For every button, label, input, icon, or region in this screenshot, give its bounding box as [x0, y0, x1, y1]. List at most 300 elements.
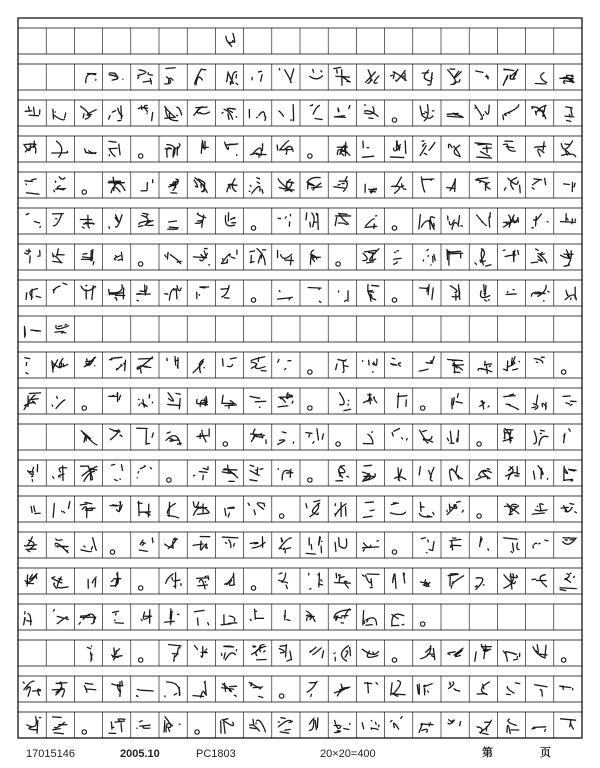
handwritten-glyph: [252, 71, 262, 81]
handwritten-glyph: [108, 177, 125, 193]
handwritten-glyph: [306, 213, 318, 229]
handwritten-glyph: [24, 141, 36, 153]
handwritten-glyph: [194, 646, 207, 658]
handwritten-glyph: [52, 682, 67, 697]
handwritten-glyph: [197, 396, 208, 406]
handwritten-glyph: [55, 324, 69, 333]
grid-row: [18, 172, 582, 198]
handwritten-glyph: [532, 214, 548, 228]
handwritten-glyph: [277, 141, 293, 155]
handwritten-glyph: [534, 357, 544, 363]
footer-grid-size: 20×20=400: [320, 748, 376, 760]
handwritten-glyph: [167, 357, 178, 369]
handwritten-glyph: [420, 502, 434, 517]
handwritten-glyph: [504, 178, 520, 193]
punctuation-mark: [420, 406, 424, 410]
punctuation-mark: [336, 442, 340, 446]
handwritten-glyph: [532, 504, 547, 515]
grid-row: [18, 712, 582, 738]
handwritten-glyph: [110, 502, 122, 512]
handwritten-glyph: [201, 141, 208, 154]
handwritten-glyph: [80, 502, 95, 517]
grid-row: [18, 424, 582, 450]
handwritten-glyph: [308, 288, 321, 303]
handwritten-glyph: [450, 538, 461, 550]
handwritten-glyph: [503, 429, 513, 443]
handwritten-glyph: [362, 720, 379, 729]
handwritten-glyph: [278, 469, 293, 480]
handwritten-glyph: [560, 573, 576, 590]
handwritten-glyph: [391, 681, 405, 696]
handwritten-glyph: [109, 285, 125, 301]
grid-row: [18, 640, 582, 666]
handwritten-glyph: [277, 291, 292, 300]
handwritten-glyph: [80, 466, 96, 481]
handwritten-glyph: [532, 575, 547, 587]
handwritten-glyph: [141, 180, 153, 191]
grid-row: [18, 136, 582, 162]
handwritten-glyph: [448, 216, 463, 230]
grid-row: [18, 388, 582, 414]
handwritten-glyph: [251, 357, 266, 371]
handwritten-glyph: [503, 651, 519, 661]
handwritten-glyph: [475, 578, 484, 590]
handwritten-glyph: [477, 213, 491, 227]
handwritten-glyph: [392, 177, 406, 193]
handwritten-glyph: [278, 250, 294, 264]
punctuation-mark: [251, 298, 255, 302]
punctuation-mark: [561, 370, 565, 374]
handwritten-glyph: [363, 249, 379, 263]
handwritten-glyph: [221, 719, 234, 734]
handwritten-glyph: [394, 251, 402, 265]
handwritten-glyph: [167, 502, 178, 517]
handwritten-glyph: [480, 285, 489, 301]
handwritten-glyph: [166, 432, 181, 445]
handwritten-glyph: [24, 326, 40, 337]
handwritten-glyph: [193, 467, 208, 480]
handwritten-glyph: [532, 395, 546, 409]
grid-row: [18, 676, 582, 702]
handwritten-glyph: [137, 689, 154, 696]
handwritten-glyph: [452, 394, 462, 409]
handwritten-glyph: [420, 105, 434, 121]
handwritten-glyph: [81, 250, 93, 265]
handwritten-glyph: [24, 612, 32, 625]
grid-row: [18, 460, 582, 486]
punctuation-mark: [279, 694, 283, 698]
handwritten-glyph: [564, 183, 576, 192]
handwritten-glyph: [419, 357, 434, 372]
handwritten-glyph: [420, 141, 435, 156]
handwritten-glyph: [421, 538, 434, 553]
handwritten-glyph: [221, 286, 229, 299]
handwritten-glyph: [306, 500, 320, 516]
punctuation-mark: [477, 442, 481, 446]
punctuation-mark: [308, 406, 312, 410]
punctuation-mark: [138, 154, 142, 158]
handwritten-glyph: [138, 395, 152, 407]
handwritten-glyph: [165, 286, 181, 300]
handwritten-glyph: [111, 464, 122, 480]
handwritten-glyph: [139, 538, 153, 551]
handwritten-glyph: [197, 429, 209, 442]
handwritten-glyph: [362, 574, 379, 588]
handwritten-glyph: [165, 609, 179, 624]
handwritten-glyph: [278, 393, 293, 407]
handwritten-glyph: [336, 360, 348, 373]
handwritten-glyph: [279, 573, 288, 589]
handwritten-glyph: [450, 285, 460, 300]
footer-code: 17015146: [26, 748, 75, 760]
handwritten-glyph: [450, 466, 463, 481]
handwritten-glyph: [368, 285, 379, 302]
handwritten-glyph: [504, 504, 518, 515]
handwritten-glyph: [334, 67, 350, 85]
handwritten-glyph: [109, 106, 123, 121]
handwritten-glyph: [279, 69, 293, 83]
punctuation-mark: [279, 514, 283, 518]
handwritten-glyph: [165, 538, 178, 549]
handwritten-glyph: [362, 649, 378, 657]
handwritten-glyph: [392, 429, 407, 441]
handwritten-glyph: [448, 574, 463, 588]
handwritten-glyph: [560, 214, 575, 224]
grid-row: [18, 28, 582, 54]
handwritten-glyph: [390, 503, 405, 515]
handwritten-glyph: [165, 68, 175, 84]
handwritten-glyph: [222, 108, 237, 119]
manuscript-grid: [18, 18, 582, 738]
handwritten-glyph: [307, 177, 322, 190]
handwritten-glyph: [480, 537, 489, 550]
handwritten-glyph: [390, 141, 405, 158]
handwritten-glyph: [25, 249, 40, 263]
handwritten-glyph: [112, 648, 122, 660]
handwritten-glyph: [475, 143, 491, 158]
handwritten-glyph: [419, 215, 434, 230]
handwritten-glyph: [195, 213, 205, 227]
handwritten-glyph: [363, 432, 373, 444]
handwritten-glyph: [194, 178, 207, 193]
handwritten-glyph: [335, 213, 351, 225]
handwritten-glyph: [337, 142, 350, 156]
handwritten-glyph: [250, 144, 266, 157]
handwritten-glyph: [137, 466, 151, 478]
handwritten-glyph: [109, 215, 122, 229]
handwritten-glyph: [503, 250, 518, 262]
handwritten-glyph: [563, 396, 576, 405]
handwritten-glyph: [226, 33, 235, 46]
handwritten-glyph: [447, 250, 463, 266]
punctuation-mark: [195, 730, 199, 734]
handwritten-glyph: [447, 179, 456, 191]
handwritten-glyph: [334, 646, 350, 661]
punctuation-mark: [477, 514, 481, 518]
handwritten-glyph: [278, 432, 294, 445]
handwritten-glyph: [448, 648, 463, 656]
handwritten-glyph: [165, 106, 182, 120]
handwritten-glyph: [420, 285, 434, 300]
handwritten-glyph: [53, 610, 68, 624]
punctuation-mark: [392, 298, 396, 302]
handwritten-glyph: [532, 727, 546, 732]
handwritten-glyph: [564, 429, 571, 443]
punctuation-mark: [223, 442, 227, 446]
handwritten-glyph: [25, 107, 40, 116]
handwritten-glyph: [533, 645, 547, 658]
handwritten-glyph: [535, 142, 546, 156]
handwritten-glyph: [310, 70, 323, 79]
handwritten-glyph: [309, 573, 323, 589]
handwritten-glyph: [365, 184, 376, 193]
footer-paper-code: PC1803: [196, 748, 236, 760]
handwritten-glyph: [31, 506, 40, 514]
handwritten-glyph: [197, 287, 209, 299]
handwritten-glyph: [193, 502, 209, 516]
handwritten-glyph: [225, 507, 235, 517]
handwritten-glyph: [365, 682, 378, 692]
handwritten-glyph: [227, 179, 237, 192]
punctuation-mark: [308, 370, 312, 374]
handwritten-glyph: [278, 179, 294, 192]
handwritten-glyph: [565, 287, 576, 300]
handwritten-glyph: [362, 141, 373, 157]
handwritten-glyph: [249, 682, 263, 697]
handwritten-glyph: [250, 396, 266, 407]
punctuation-mark: [138, 586, 142, 590]
handwritten-glyph: [23, 681, 40, 696]
handwritten-glyph: [27, 717, 41, 733]
handwritten-glyph: [168, 221, 179, 229]
handwritten-glyph: [532, 178, 546, 189]
punctuation-mark: [138, 262, 142, 266]
punctuation-mark: [110, 550, 114, 554]
handwritten-glyph: [224, 573, 234, 585]
handwritten-glyph: [391, 71, 407, 82]
handwritten-glyph: [391, 717, 402, 730]
handwritten-glyph: [419, 467, 434, 481]
handwritten-glyph: [560, 686, 573, 690]
handwritten-glyph: [362, 541, 378, 552]
handwritten-glyph: [560, 75, 574, 83]
handwritten-glyph: [279, 645, 291, 662]
handwritten-glyph: [422, 70, 432, 85]
handwritten-glyph: [25, 537, 37, 552]
handwritten-glyph: [112, 681, 123, 696]
handwritten-glyph: [250, 609, 263, 620]
handwritten-glyph: [52, 577, 68, 588]
handwritten-glyph: [197, 576, 209, 589]
handwritten-glyph: [417, 684, 432, 695]
handwritten-glyph: [53, 249, 65, 263]
punctuation-mark: [82, 730, 86, 734]
handwritten-glyph: [137, 285, 151, 301]
handwritten-glyph: [221, 646, 236, 660]
punctuation-mark: [167, 478, 171, 482]
punctuation-mark: [308, 478, 312, 482]
handwritten-glyph: [334, 720, 350, 732]
handwritten-glyph: [334, 609, 351, 623]
handwritten-glyph: [26, 289, 40, 300]
handwritten-glyph: [81, 538, 96, 552]
handwritten-glyph: [193, 537, 210, 551]
handwritten-glyph: [137, 357, 153, 373]
handwritten-glyph: [84, 357, 95, 366]
handwritten-glyph: [227, 72, 238, 85]
handwritten-glyph: [366, 70, 379, 84]
handwritten-glyph: [363, 611, 377, 625]
handwritten-glyph: [195, 69, 206, 85]
handwritten-glyph: [334, 106, 349, 118]
handwritten-glyph: [561, 504, 576, 513]
grid-row: [18, 64, 582, 90]
handwritten-glyph: [109, 393, 121, 402]
punctuation-mark: [138, 658, 142, 662]
grid-row: [18, 244, 582, 270]
handwritten-glyph: [477, 720, 491, 734]
punctuation-mark: [336, 262, 340, 266]
handwritten-glyph: [81, 431, 97, 445]
footer-page-suffix: 页: [540, 747, 551, 759]
handwritten-glyph: [448, 69, 462, 84]
handwritten-glyph: [24, 393, 40, 410]
handwritten-glyph: [561, 719, 576, 729]
handwritten-glyph: [480, 401, 489, 409]
handwritten-glyph: [225, 142, 238, 155]
handwritten-glyph: [338, 291, 348, 302]
handwritten-glyph: [250, 429, 266, 444]
handwritten-glyph: [534, 430, 548, 445]
handwritten-glyph: [222, 537, 238, 547]
grid-row: [18, 280, 582, 306]
handwritten-glyph: [475, 249, 491, 266]
handwritten-glyph: [504, 538, 519, 553]
handwritten-glyph: [503, 141, 515, 151]
handwritten-glyph: [477, 682, 489, 695]
handwritten-glyph: [249, 110, 265, 121]
handwritten-glyph: [169, 179, 178, 193]
punctuation-mark: [251, 226, 255, 230]
handwritten-glyph: [194, 610, 208, 625]
handwritten-glyph: [221, 615, 237, 625]
handwritten-glyph: [420, 580, 430, 587]
handwritten-glyph: [193, 249, 209, 265]
grid-row: [18, 604, 582, 630]
handwritten-glyph: [249, 178, 263, 194]
handwritten-glyph: [53, 109, 66, 120]
handwritten-glyph: [565, 107, 574, 121]
handwritten-glyph: [52, 214, 63, 226]
handwritten-glyph: [531, 285, 549, 301]
handwritten-glyph: [79, 614, 96, 624]
handwritten-glyph: [250, 537, 265, 548]
handwritten-glyph: [306, 429, 324, 444]
handwritten-glyph: [336, 466, 349, 481]
handwritten-glyph: [252, 645, 266, 660]
grid-row: [18, 100, 582, 126]
grid-row: [18, 316, 582, 342]
handwritten-glyph: [532, 105, 546, 118]
handwritten-glyph: [503, 69, 518, 85]
handwritten-glyph: [309, 718, 318, 731]
handwritten-glyph: [25, 574, 37, 586]
handwritten-glyph: [279, 105, 294, 121]
handwritten-glyph: [334, 177, 347, 192]
handwritten-glyph: [222, 465, 238, 481]
grid-row: [18, 568, 582, 594]
handwritten-glyph: [363, 393, 376, 403]
punctuation-mark: [82, 190, 86, 194]
handwritten-glyph: [476, 178, 490, 191]
punctuation-mark: [392, 658, 396, 662]
handwritten-glyph: [80, 215, 94, 228]
grid-row: [18, 352, 582, 378]
handwritten-glyph: [141, 610, 151, 623]
handwritten-glyph: [137, 721, 150, 729]
handwritten-glyph: [25, 179, 39, 194]
punctuation-mark: [82, 406, 86, 410]
handwritten-glyph: [85, 149, 96, 154]
handwritten-glyph: [421, 177, 433, 192]
handwritten-glyph: [448, 359, 464, 373]
handwritten-glyph: [503, 105, 519, 120]
handwritten-glyph: [109, 719, 125, 734]
handwritten-glyph: [476, 469, 491, 480]
footer-date: 2005.10: [120, 748, 160, 760]
handwritten-glyph: [278, 718, 292, 733]
punctuation-mark: [392, 550, 396, 554]
handwritten-glyph: [397, 393, 407, 407]
handwritten-glyph: [166, 573, 181, 588]
handwritten-glyph: [193, 681, 206, 697]
handwritten-glyph: [507, 719, 519, 734]
handwritten-glyph: [419, 723, 433, 733]
handwritten-glyph: [363, 465, 376, 481]
handwritten-glyph: [504, 357, 520, 371]
handwritten-glyph: [448, 720, 461, 726]
punctuation-mark: [392, 226, 396, 230]
handwritten-glyph: [53, 466, 67, 481]
handwritten-glyph: [392, 614, 404, 626]
handwritten-glyph: [447, 113, 463, 117]
handwritten-glyph: [165, 252, 181, 263]
handwritten-glyph: [476, 71, 489, 79]
handwritten-glyph: [311, 250, 321, 264]
handwritten-glyph: [52, 141, 68, 157]
handwritten-glyph: [449, 682, 460, 691]
handwritten-glyph: [55, 539, 68, 553]
handwritten-glyph: [391, 358, 401, 366]
handwritten-glyph: [164, 717, 180, 732]
handwritten-glyph: [475, 645, 492, 662]
handwritten-glyph: [109, 73, 123, 80]
handwritten-glyph: [561, 141, 575, 157]
handwritten-glyph: [221, 250, 237, 263]
punctuation-mark: [420, 622, 424, 626]
handwritten-glyph: [278, 359, 291, 369]
handwritten-glyph: [335, 503, 346, 517]
handwritten-glyph: [193, 360, 204, 373]
handwritten-glyph: [165, 144, 180, 157]
handwritten-glyph: [365, 105, 379, 118]
handwritten-glyph: [54, 177, 66, 192]
punctuation-mark: [561, 658, 565, 662]
handwritten-glyph: [449, 144, 461, 156]
handwritten-glyph: [279, 538, 291, 553]
handwritten-glyph: [306, 537, 322, 554]
handwritten-glyph: [310, 647, 324, 658]
